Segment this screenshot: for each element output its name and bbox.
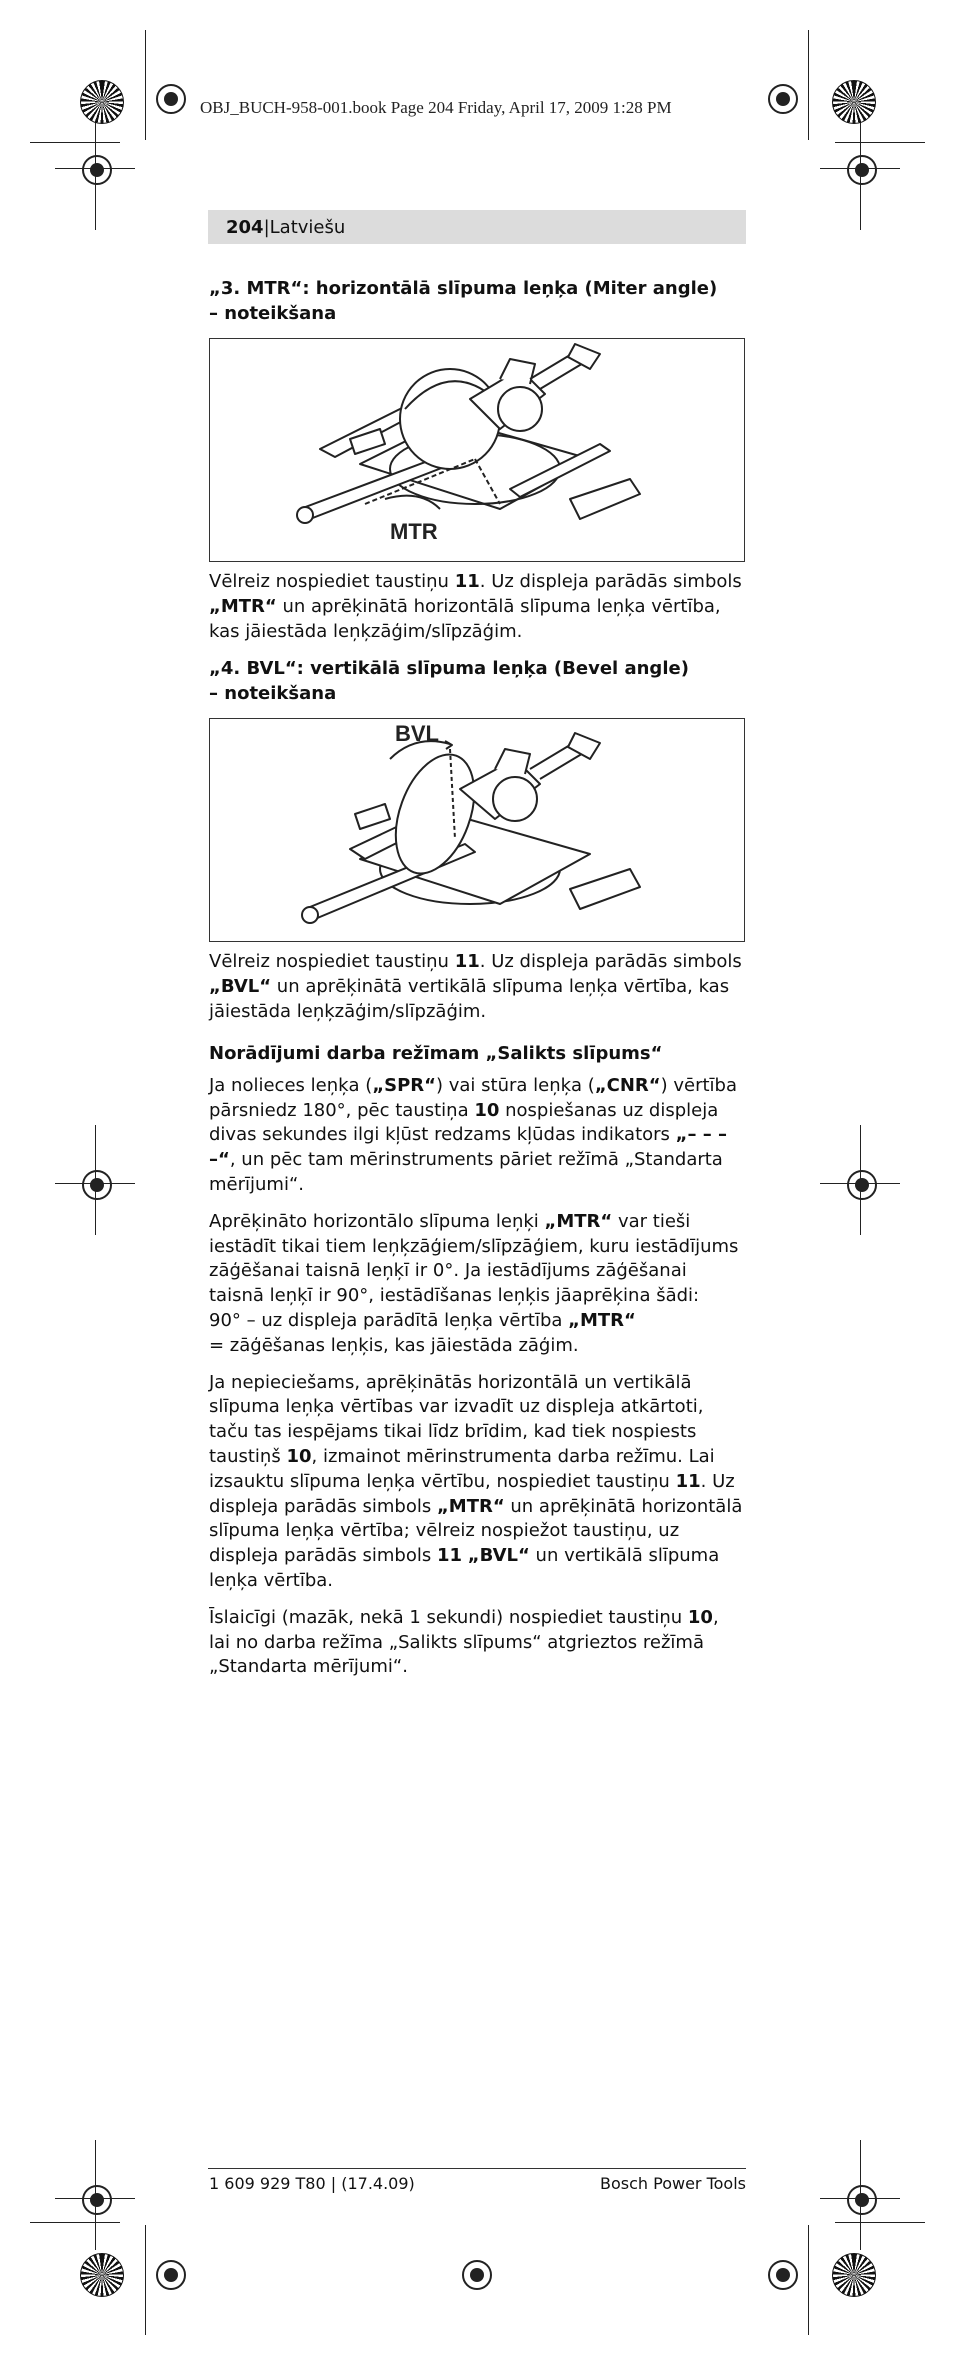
text-run: . Uz displeja parādās simbols [479, 951, 742, 973]
text-run: . Uz displeja parādās simbols [479, 571, 742, 592]
registration-mark [156, 84, 186, 114]
footer-rule [208, 2168, 746, 2169]
registration-mark [847, 155, 877, 185]
crop-mark [30, 2222, 120, 2223]
text-run: Ja nepieciešams, aprēķinātās horizontālā un vertikālā slīpuma leņķa vērtības var izvadīt uz displeja atkārtoti, taču tas iespējams tikai līdz brīdim, kad tiek nospiests taustiņš [209, 1371, 704, 1467]
text-run: 90° – uz displeja parādītā leņķa vērtība [209, 1309, 569, 1331]
text-run: „MTR“ [544, 1210, 613, 1232]
text-run: 11 [454, 951, 480, 973]
text-run: „– – – –“ [209, 1124, 728, 1171]
bvl-heading-line2: – noteikšana [209, 683, 337, 705]
registration-mark [462, 2260, 492, 2290]
text-run: „BVL“ [209, 976, 272, 998]
text-run: „BVL“ [467, 1545, 530, 1567]
miter-saw-illustration [210, 339, 743, 560]
text-run: . Uz displeja parādās simbols [209, 1470, 735, 1517]
crop-mark [145, 30, 146, 140]
mtr-figure [209, 338, 745, 562]
star-target-mark [80, 80, 124, 124]
crop-mark [835, 142, 925, 143]
text-run: , lai no darba režīma „Salikts slīpums“ atgrieztos režīmā „Standarta mērījumi“. [209, 1606, 719, 1678]
bvl-figure [209, 718, 745, 942]
notes-heading: Norādījumi darba režīmam „Salikts slīpums“ [209, 1042, 663, 1064]
print-header: OBJ_BUCH-958-001.book Page 204 Friday, April 17, 2009 1:28 PM [200, 98, 672, 117]
text-run: var tieši iestādīt tikai tiem leņķzāģiem/slīpzāģiem, kuru iestādījums zāģēšanai taisnā leņķī ir 0°. Ja iestādījums zāģēšanai taisnā leņķī ir 90°, iestādīšanas leņķis jāaprēķina šādi: [209, 1210, 739, 1307]
mtr-paragraph [209, 570, 745, 644]
registration-mark [847, 2185, 877, 2215]
text-run: Aprēķināto horizontālo slīpuma leņķi [209, 1210, 545, 1232]
text-run: = zāģēšanas leņķis, kas jāiestāda zāģim. [209, 1334, 579, 1356]
footer-doc-number: 1 609 929 T80 | (17.4.09) [209, 2174, 415, 2193]
figure-label-bvl: BVL [395, 721, 439, 747]
registration-mark [768, 2260, 798, 2290]
text-run: 11 [675, 1470, 701, 1492]
text-run: , izmainot mērinstrumenta darba režīmu. Lai izsauktu slīpuma leņķa vērtību, nospiediet taustiņu [209, 1445, 715, 1492]
mtr-heading [209, 276, 745, 326]
text-run: , un pēc tam mērinstruments pāriet režīmā „Standarta mērījumi“. [209, 1149, 723, 1195]
notes-paragraph-2 [209, 1210, 745, 1359]
text-run: 10 [687, 1606, 713, 1628]
crop-mark [145, 2225, 146, 2335]
separator: | [263, 216, 270, 238]
text-run: ) vērtība pārsniedz 180°, pēc taustiņa [209, 1074, 738, 1121]
registration-mark [82, 2185, 112, 2215]
text-run: un aprēķinātā horizontālā slīpuma leņķa vērtība, kas jāiestāda leņķzāģim/slīpzāģim. [209, 595, 721, 642]
text-run: Vēlreiz nospiediet taustiņu [209, 951, 455, 973]
text-run: „SPR“ [372, 1074, 436, 1096]
crop-mark [835, 2222, 925, 2223]
crop-mark [30, 142, 120, 143]
notes-paragraph-3 [209, 1371, 745, 1594]
star-target-mark [832, 2253, 876, 2297]
crop-mark [808, 30, 809, 140]
text-run: 11 [454, 571, 480, 592]
text-run: un vertikālā slīpuma leņķa vērtība. [209, 1545, 720, 1591]
text-run: 11 [436, 1545, 463, 1567]
notes-paragraph-1 [209, 1074, 745, 1198]
page-number: 204 [226, 216, 264, 238]
text-run: un aprēķinātā vertikālā slīpuma leņķa vērtība, kas jāiestāda leņķzāģim/slīpzāģim. [209, 976, 730, 1022]
section-header [208, 210, 746, 244]
mtr-heading-line1: „3. MTR“: horizontālā slīpuma leņķa (Miter angle) [209, 278, 718, 299]
text-run: 10 [474, 1099, 500, 1121]
crop-mark [808, 2225, 809, 2335]
bvl-heading-line1: „4. BVL“: vertikālā slīpuma leņķa (Bevel angle) [209, 658, 689, 680]
text-run: un aprēķinātā horizontālā slīpuma leņķa vērtība; vēlreiz nospiežot taustiņu, uz displeja parādās simbols [209, 1495, 743, 1567]
star-target-mark [832, 80, 876, 124]
bevel-saw-illustration [210, 719, 743, 940]
registration-mark [82, 155, 112, 185]
text-run: Ja nolieces leņķa ( [209, 1074, 373, 1096]
text-run: „MTR“ [436, 1495, 505, 1517]
text-run: Īslaicīgi (mazāk, nekā 1 sekundi) nospiediet taustiņu [209, 1606, 688, 1628]
registration-mark [768, 84, 798, 114]
footer-brand: Bosch Power Tools [600, 2174, 746, 2193]
text-run: „MTR“ [209, 595, 277, 617]
page-content [209, 276, 745, 1692]
text-run: ) vai stūra leņķa ( [436, 1074, 595, 1096]
bvl-heading [209, 656, 745, 706]
figure-label-mtr: MTR [390, 519, 438, 544]
mtr-heading-line2: – noteikšana [209, 303, 337, 324]
bvl-paragraph [209, 950, 745, 1024]
text-run: „MTR“ [568, 1309, 636, 1331]
text-run: nospiešanas uz displeja divas sekundes ilgi kļūst redzams kļūdas indikators [209, 1099, 719, 1146]
notes-paragraph-4 [209, 1606, 745, 1680]
registration-mark [156, 2260, 186, 2290]
text-run: Vēlreiz nospiediet taustiņu [209, 571, 455, 592]
star-target-mark [80, 2253, 124, 2297]
text-run: 10 [286, 1445, 312, 1467]
registration-mark [847, 1170, 877, 1200]
registration-mark [82, 1170, 112, 1200]
text-run: „CNR“ [594, 1074, 661, 1096]
language-label: Latviešu [269, 216, 346, 238]
